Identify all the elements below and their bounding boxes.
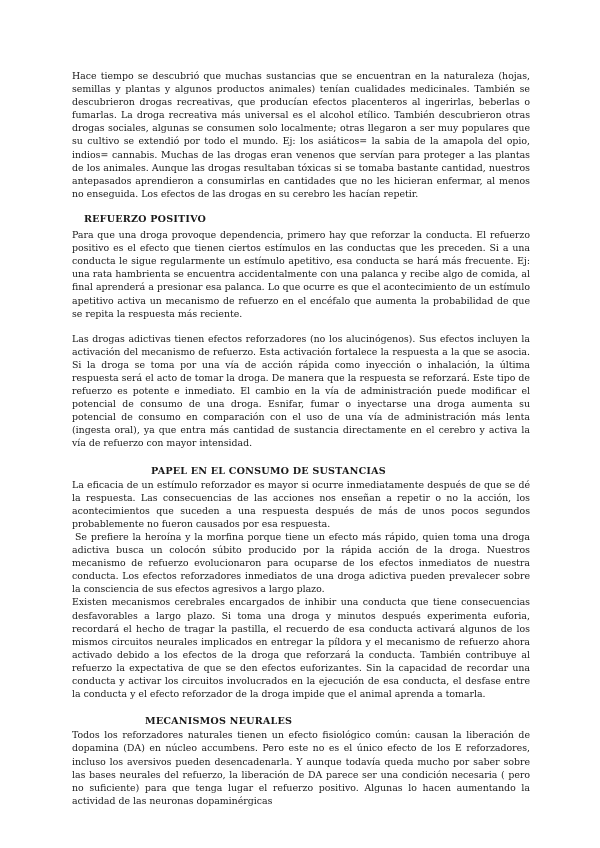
heading-mecanismos-neurales: MECANISMOS NEURALES xyxy=(145,716,293,728)
mecanismos-paragraph-1: Todos los reforzadores naturales tienen un efecto fisiológico común: causan la liberación de dopamina (DA) en núcleo accumbens. Pero este no es el único efecto de los E reforzadores, incluso los aversivos pueden desencadenarla. Y aunque todavía queda mucho por saber sobre las bases neurales del refuerzo, la liberación de DA parece ser una condición necesaria ( pero no suficiente) para que tenga lugar el refuerzo positivo. Algunas lo hacen aumentando la actividad de las neuronas dopaminérgicas xyxy=(72,730,530,807)
spacer xyxy=(72,201,530,213)
heading-papel-consumo: PAPEL EN EL CONSUMO DE SUSTANCIAS xyxy=(151,465,386,477)
spacer xyxy=(72,451,530,463)
refuerzo-paragraph-2: Las drogas adictivas tienen efectos reforzadores (no los alucinógenos). Sus efectos incluyen la activación del mecanismo de refuerzo. Esta activación fortalece la respuesta a la que se asocia. Si la droga se toma por una vía de acción rápida como inyección o inhalación, la última respuesta será el acto de tomar la droga. De manera que la respuesta se reforzará. Este tipo de refuerzo es potente e inmediato. El cambio en la vía de administración puede modificar el potencial de consumo de una droga. Esnifar, fumar o inyectarse una droga aumenta su potencial de consumo en comparación con el uso de una vía de administración más lenta (ingesta oral), ya que entra más cantidad de sustancia directamente en el cerebro y activa la vía de refuerzo con mayor intensidad. xyxy=(72,333,530,450)
spacer xyxy=(72,321,530,333)
heading-refuerzo-positivo: REFUERZO POSITIVO xyxy=(84,213,207,225)
spacer xyxy=(72,701,530,713)
papel-paragraph-3: Existen mecanismos cerebrales encargados de inhibir una conducta que tiene consecuencias desfavorables a largo plazo. Si toma una droga y minutos después experimenta euforia, recordará el hecho de tragar la pastilla, el recuerdo de esa conducta activará algunos de los mismos circuitos neurales implicados en entregar la píldora y el mecanismo de refuerzo ahora activado debido a los efectos de la droga que reforzará la conducta. También contribuye al refuerzo la expectativa de que se den efectos euforizantes. Sin la capacidad de recordar una conducta y activar los circuitos involucrados en la ejecución de esa conducta, el desfase entre la conducta y el efecto reforzador de la droga impide que el animal aprenda a tomarla. xyxy=(72,597,530,701)
document-page xyxy=(72,70,530,808)
intro-paragraph: Hace tiempo se descubrió que muchas sustancias que se encuentran en la naturaleza (hojas, semillas y plantas y algunos productos animales) tenían cualidades medicinales. También se descubrieron drogas recreativas, que producían efectos placenteros al ingerirlas, beberlas o fumarlas. La droga recreativa más universal es el alcohol etílico. También descubrieron otras drogas sociales, algunas se consumen solo localmente; otras llegaron a ser muy populares que su cultivo se extendió por todo el mundo. Ej: los asiáticos= la sabia de la amapola del opio, indios= cannabis. Muchas de las drogas eran venenos que servían para proteger a las plantas de los animales. Aunque las drogas resultaban tóxicas si se tomaba bastante cantidad, nuestros antepasados aprendieron a consumirlas en cantidades que no les hicieran enfermar, al menos no enseguida. Los efectos de las drogas en su cerebro les hacían repetir. xyxy=(72,71,530,200)
papel-paragraph-2: Se prefiere la heroína y la morfina porque tiene un efecto más rápido, quien toma una droga adictiva busca un colocón súbito producido por la rápida acción de la droga. Nuestros mecanismo de refuerzo evolucionaron para ocuparse de los efectos inmediatos de nuestra conducta. Los efectos reforzadores inmediatos de una droga adictiva pueden prevalecer sobre la consciencia de sus efectos agresivos a largo plazo. xyxy=(72,532,530,596)
papel-paragraph-1: La eficacia de un estímulo reforzador es mayor si ocurre inmediatamente después de que se dé la respuesta. Las consecuencias de las acciones nos enseñan a repetir o no la acción, los acontecimientos que suceden a una respuesta después de más de unos pocos segundos probablemente no fueron causados por esa respuesta. xyxy=(72,479,530,530)
refuerzo-paragraph-1: Para que una droga provoque dependencia, primero hay que reforzar la conducta. El refuerzo positivo es el efecto que tienen ciertos estímulos en las conductas que les preceden. Si a una conducta le sigue regularmente un estímulo apetitivo, esa conducta se hará más frecuente. Ej: una rata hambrienta se encuentra accidentalmente con una palanca y recibe algo de comida, al final aprenderá a presionar esa palanca. Lo que ocurre es que el acontecimiento de un estímulo apetitivo activa un mecanismo de refuerzo en el encéfalo que aumenta la probabilidad de que se repita la respuesta más reciente. xyxy=(72,230,530,320)
